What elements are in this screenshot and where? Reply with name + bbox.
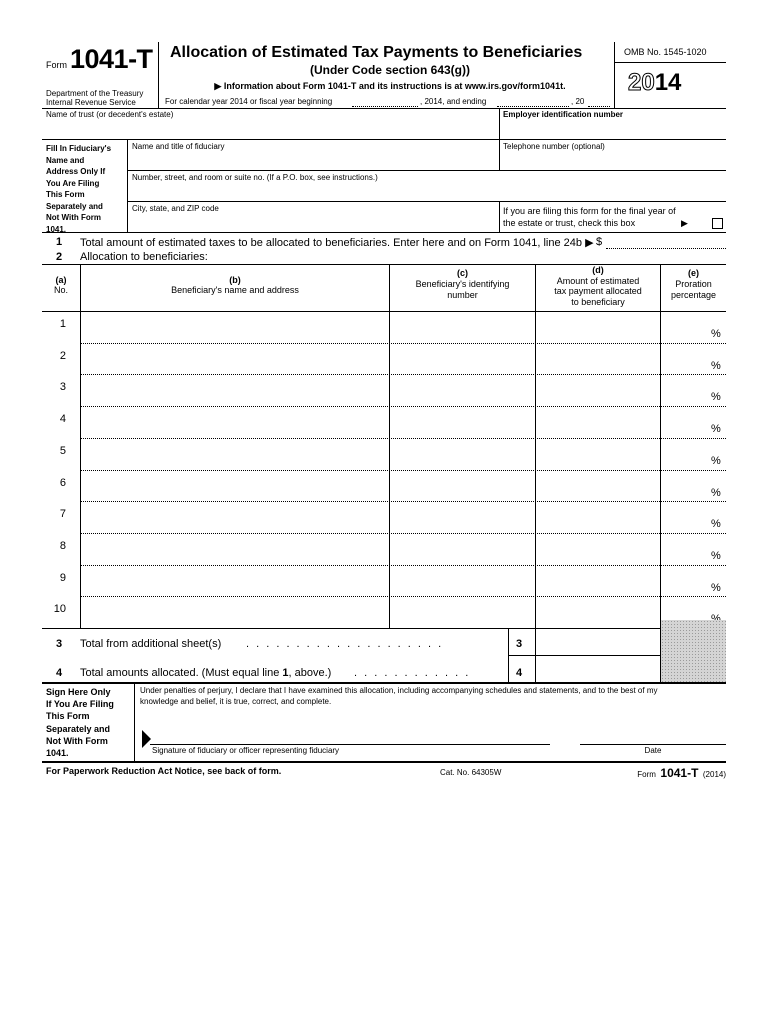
rule xyxy=(42,232,726,233)
phone-field[interactable] xyxy=(500,152,725,170)
street-label: Number, street, and room or suite no. (If a P.O. box, see instructions.) xyxy=(132,173,378,182)
allocated-amount-field[interactable] xyxy=(536,566,660,596)
allocated-amount-field[interactable] xyxy=(536,344,660,374)
col-d-header: (d) Amount of estimated tax payment allocated to beneficiary xyxy=(554,265,642,307)
tax-year: 2014 xyxy=(628,69,682,96)
rule xyxy=(127,201,726,202)
header-divider-right xyxy=(614,42,615,108)
catalog-number: Cat. No. 64305W xyxy=(440,768,502,777)
allocated-amount-field[interactable] xyxy=(536,502,660,532)
sign-divider xyxy=(134,683,135,761)
rule xyxy=(42,108,726,109)
sign-top-rule xyxy=(42,682,726,684)
line4-box-number: 4 xyxy=(516,667,523,679)
fiscal-begin-field[interactable] xyxy=(352,106,418,107)
col-e-header: (e) Proration percentage xyxy=(670,268,717,300)
calendar-end: , 20 xyxy=(571,97,585,106)
percent-sign: % xyxy=(711,581,721,594)
rule xyxy=(42,139,726,140)
signature-field[interactable] xyxy=(150,725,550,743)
omb-number: OMB No. 1545-1020 xyxy=(624,47,707,57)
perjury-text-1: Under penalties of perjury, I declare that I have examined this allocation, including accompanying schedules and statements, and to the best of my xyxy=(140,686,658,695)
beneficiary-name-field[interactable] xyxy=(81,439,389,469)
final-year-text-2: the estate or trust, check this box xyxy=(503,218,636,228)
percent-sign: % xyxy=(711,486,721,499)
sign-side-label: Sign Here Only If You Are Filing This Form Separately and Not With Form 1041. xyxy=(46,687,114,759)
form-label: Form xyxy=(46,60,67,70)
ein-label: Employer identification number xyxy=(503,110,624,119)
beneficiary-name-field[interactable] xyxy=(81,534,389,564)
beneficiary-name-field[interactable] xyxy=(81,375,389,405)
fiscal-end-year-field[interactable] xyxy=(588,106,610,107)
form-title: Allocation of Estimated Tax Payments to Beneficiaries xyxy=(170,44,583,61)
beneficiary-id-field[interactable] xyxy=(390,344,535,374)
beneficiary-id-field[interactable] xyxy=(390,312,535,342)
proration-percentage-field[interactable] xyxy=(661,344,711,374)
beneficiary-name-field[interactable] xyxy=(81,312,389,342)
allocated-amount-field[interactable] xyxy=(536,597,660,627)
date-field[interactable] xyxy=(580,725,726,743)
beneficiary-id-field[interactable] xyxy=(390,439,535,469)
proration-percentage-field[interactable] xyxy=(661,312,711,342)
allocated-amount-field[interactable] xyxy=(536,439,660,469)
allocated-amount-field[interactable] xyxy=(536,375,660,405)
footer-form-id: Form 1041-T (2014) xyxy=(637,766,726,780)
omb-divider xyxy=(614,62,726,63)
allocated-amount-field[interactable] xyxy=(536,312,660,342)
line3-text: Total from additional sheet(s) xyxy=(80,638,222,650)
row-number: 7 xyxy=(59,508,66,521)
line4-text: Total amounts allocated. (Must equal line 1, above.) xyxy=(80,667,332,679)
beneficiary-id-field[interactable] xyxy=(390,597,535,627)
line3-dots: . . . . . . . . . . . . . . . . . . . . xyxy=(246,638,444,650)
department-label: Department of the Treasury xyxy=(46,89,144,98)
line3-box-number: 3 xyxy=(516,638,523,650)
percent-sign: % xyxy=(711,359,721,372)
beneficiary-id-field[interactable] xyxy=(390,375,535,405)
row-number: 10 xyxy=(53,603,66,616)
city-field[interactable] xyxy=(128,214,498,231)
proration-percentage-field[interactable] xyxy=(661,502,711,532)
phone-label: Telephone number (optional) xyxy=(503,142,605,151)
beneficiary-name-field[interactable] xyxy=(81,344,389,374)
proration-percentage-field[interactable] xyxy=(661,471,711,501)
line2-number: 2 xyxy=(56,251,63,263)
beneficiary-id-field[interactable] xyxy=(390,566,535,596)
proration-percentage-field[interactable] xyxy=(661,534,711,564)
final-year-checkbox[interactable] xyxy=(712,218,723,229)
calendar-line: For calendar year 2014 or fiscal year beginning xyxy=(165,97,333,106)
allocated-amount-field[interactable] xyxy=(536,471,660,501)
percent-sign: % xyxy=(711,454,721,467)
line1-number: 1 xyxy=(56,236,63,248)
line1-dollar: $ xyxy=(596,236,603,248)
row-number: 5 xyxy=(59,444,66,457)
row-number: 1 xyxy=(59,318,66,330)
row-number: 6 xyxy=(59,476,66,489)
beneficiary-name-field[interactable] xyxy=(81,502,389,532)
col-a-header: (a) No. xyxy=(53,275,68,295)
proration-percentage-field[interactable] xyxy=(661,439,711,469)
final-year-divider xyxy=(499,201,500,232)
proration-percentage-field[interactable] xyxy=(661,566,711,596)
percent-sign: % xyxy=(711,549,721,562)
perjury-text-2: knowledge and belief, it is true, correct, and complete. xyxy=(140,697,332,706)
beneficiary-id-field[interactable] xyxy=(390,502,535,532)
allocated-amount-field[interactable] xyxy=(536,534,660,564)
row-number: 8 xyxy=(59,539,66,552)
beneficiary-id-field[interactable] xyxy=(390,534,535,564)
beneficiary-name-field[interactable] xyxy=(81,597,389,627)
proration-percentage-field[interactable] xyxy=(661,407,711,437)
beneficiary-name-field[interactable] xyxy=(81,566,389,596)
street-field[interactable] xyxy=(128,183,725,200)
row-number: 3 xyxy=(59,381,66,394)
col-c-header: (c) Beneficiary's identifying number xyxy=(415,268,510,300)
allocated-amount-field[interactable] xyxy=(536,407,660,437)
fiduciary-name-field[interactable] xyxy=(128,152,498,170)
col-b-header: (b) Beneficiary's name and address xyxy=(171,275,299,295)
line4-amount-field[interactable] xyxy=(536,656,660,682)
trust-name-label: Name of trust (or decedent's estate) xyxy=(46,110,174,119)
irs-label: Internal Revenue Service xyxy=(46,98,136,107)
line3-number: 3 xyxy=(56,638,63,650)
fiscal-end-field[interactable] xyxy=(497,106,569,107)
percent-sign: % xyxy=(711,328,721,340)
date-line xyxy=(580,744,726,745)
calendar-mid: , 2014, and ending xyxy=(420,97,487,106)
fiduciary-side-label: Fill In Fiduciary's Name and Address Only If You Are Filing This Form Separately and Not With Form 1041. xyxy=(46,144,112,234)
beneficiary-id-field[interactable] xyxy=(390,471,535,501)
date-label: Date xyxy=(644,746,662,755)
row-number: 4 xyxy=(59,413,66,426)
final-year-arrow-icon: ▶ xyxy=(681,218,688,228)
sign-bottom-rule xyxy=(42,761,726,763)
row-number: 2 xyxy=(59,349,66,362)
row-number: 9 xyxy=(59,571,66,584)
signature-line xyxy=(150,744,550,745)
proration-percentage-field[interactable] xyxy=(661,375,711,405)
rule xyxy=(127,170,726,171)
line2-text: Allocation to beneficiaries: xyxy=(80,251,208,263)
line3-amount-field[interactable] xyxy=(536,629,660,655)
percent-sign: % xyxy=(711,391,721,404)
ein-divider xyxy=(499,108,500,139)
line4-number: 4 xyxy=(56,667,63,679)
line1-amount-field[interactable] xyxy=(606,248,726,249)
beneficiary-name-field[interactable] xyxy=(81,471,389,501)
percent-sign: % xyxy=(711,518,721,531)
fiduciary-name-label: Name and title of fiduciary xyxy=(132,142,225,151)
header-divider-left xyxy=(158,42,159,108)
info-line: ▶ Information about Form 1041-T and its instructions is at www.irs.gov/form1041t. xyxy=(214,81,566,91)
beneficiary-name-field[interactable] xyxy=(81,407,389,437)
form-number: 1041-T xyxy=(70,44,153,74)
final-year-text-1: If you are filing this form for the final year of xyxy=(503,206,676,216)
city-label: City, state, and ZIP code xyxy=(132,204,219,213)
paperwork-notice: For Paperwork Reduction Act Notice, see back of form. xyxy=(46,766,282,776)
line4-dots: . . . . . . . . . . . . xyxy=(354,667,471,679)
signature-label: Signature of fiduciary or officer representing fiduciary xyxy=(152,746,340,755)
line1-text: Total amount of estimated taxes to be allocated to beneficiaries. Enter here and on Form 1041, line 24b ▶ xyxy=(80,237,594,249)
percent-sign: % xyxy=(711,423,721,436)
beneficiary-id-field[interactable] xyxy=(390,407,535,437)
form-subtitle: (Under Code section 643(g)) xyxy=(309,63,471,77)
shaded-cell xyxy=(661,620,726,682)
